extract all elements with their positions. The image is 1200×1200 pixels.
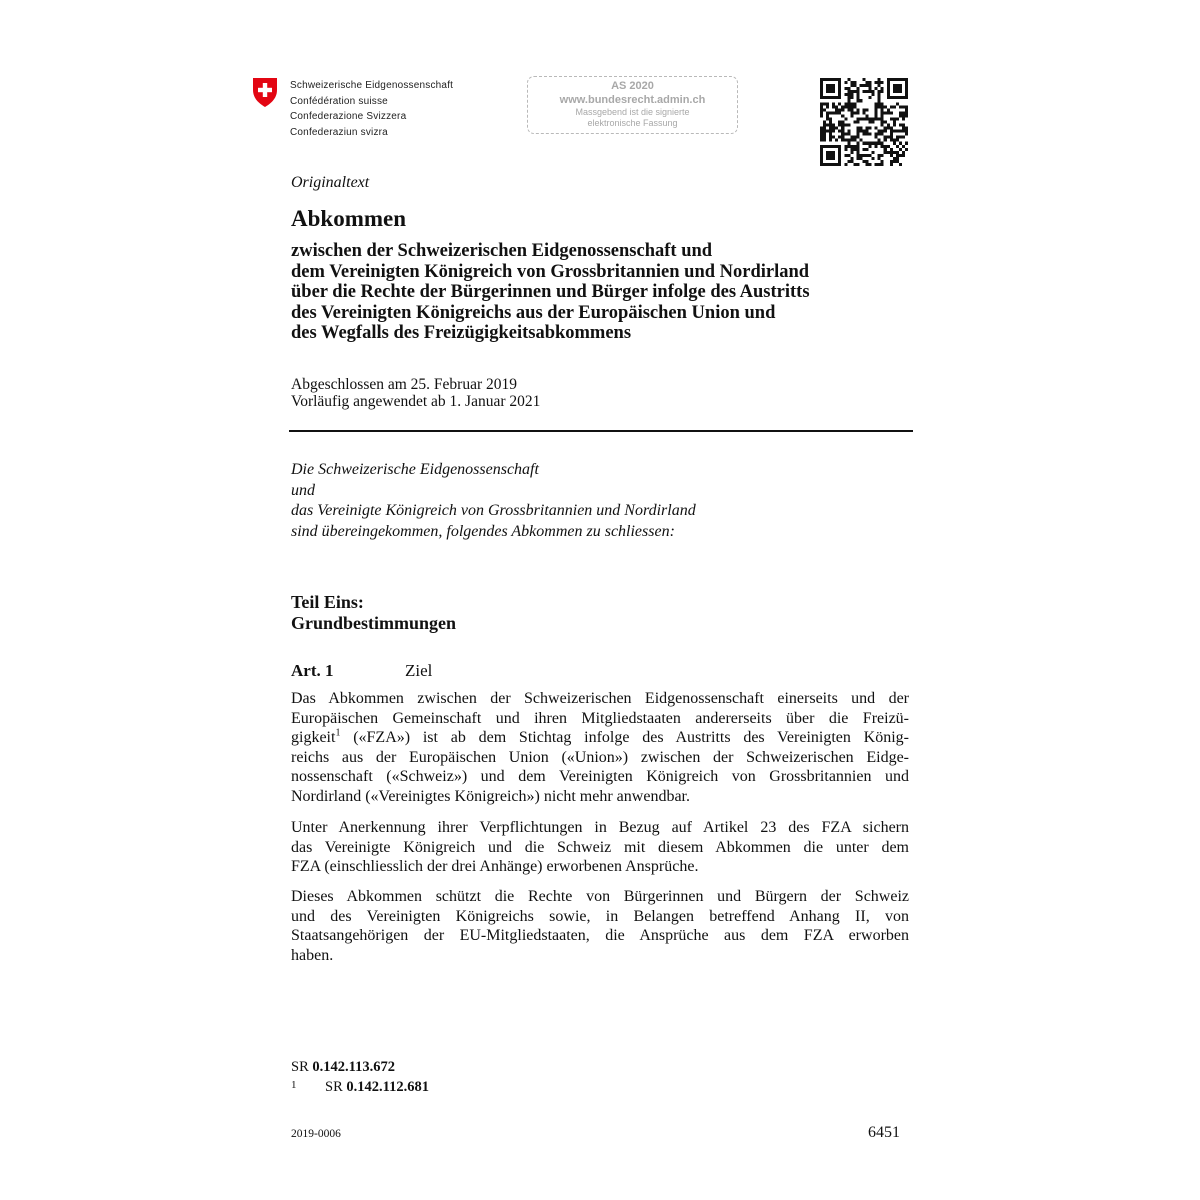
footnote-prefix: SR: [325, 1079, 347, 1095]
document-subtitle: [291, 241, 931, 344]
page-number: 6451: [868, 1124, 900, 1141]
preamble-line: und: [291, 481, 315, 499]
original-text-label: Originaltext: [291, 174, 370, 191]
federation-name-fr: Confédération suisse: [290, 95, 388, 107]
concluded-date: Abgeschlossen am 25. Februar 2019: [291, 376, 517, 393]
footnote-sr-number: 0.142.112.681: [346, 1079, 429, 1095]
official-publication-stamp: [527, 76, 738, 134]
preamble-line: Die Schweizerische Eidgenossenschaft: [291, 461, 539, 478]
sr-number: [291, 1059, 395, 1076]
federation-name-rm: Confederaziun svizra: [290, 126, 388, 138]
swiss-cross-shield-icon: [252, 77, 278, 108]
paragraph-text: gigkeit: [291, 729, 336, 746]
paragraph-line: FZA (einschliesslich der drei Anhänge) erworbenen Ansprüche.: [291, 858, 699, 875]
subtitle-line: dem Vereinigten Königreich von Grossbritannien und Nordirland: [291, 261, 810, 282]
paragraph-line: Unter Anerkennung ihrer Verpflichtungen in Bezug auf Artikel 23 des FZA sichern: [291, 819, 909, 836]
paragraph-line: Staatsangehörigen der EU-Mitgliedstaaten, die Ansprüche aus dem FZA erworben: [291, 927, 909, 944]
dates-block: [291, 377, 540, 410]
paragraph-line: haben.: [291, 946, 334, 964]
article-title: Ziel: [405, 661, 433, 680]
article-heading: [291, 661, 432, 681]
paragraph-line: Das Abkommen zwischen der Schweizerischen Eidgenossenschaft einerseits und der: [291, 690, 909, 707]
article-paragraph-3: [291, 887, 909, 965]
paragraph-line-with-footnote: [291, 728, 909, 748]
applied-date: Vorläufig angewendet ab 1. Januar 2021: [291, 392, 541, 410]
document-title: Abkommen: [291, 206, 407, 231]
qr-code-icon: [820, 78, 908, 166]
stamp-line-as: AS 2020: [611, 80, 654, 92]
paragraph-line: das Vereinigte Königreich und die Schweiz mit diesem Abkommen die unter dem: [291, 838, 909, 856]
stamp-line-url: www.bundesrecht.admin.ch: [559, 94, 706, 106]
paragraph-line: Nordirland («Vereinigtes Königreich») nicht mehr anwendbar.: [291, 787, 690, 805]
footnote-1: [291, 1079, 429, 1096]
paragraph-text: («FZA») ist ab dem Stichtag infolge des Austritts des Vereinigten König-: [340, 729, 909, 746]
paragraph-line: reichs aus der Europäischen Union («Union») zwischen der Schweizerischen Eidge-: [291, 748, 909, 766]
footnote-number: 1: [291, 1079, 297, 1091]
article-paragraph-1: [291, 689, 909, 806]
part-heading: [291, 592, 456, 634]
paragraph-line: nossenschaft («Schweiz») und dem Vereinigten Königreich von Grossbritannien und: [291, 768, 909, 785]
subtitle-line: zwischen der Schweizerischen Eidgenossenschaft und: [291, 241, 713, 261]
footnote-ref[interactable]: 1: [335, 727, 341, 739]
federation-name-de: Schweizerische Eidgenossenschaft: [290, 80, 454, 91]
article-number: Art. 1: [291, 661, 334, 680]
document-id: 2019-0006: [291, 1128, 341, 1140]
preamble-line: das Vereinigte Königreich von Grossbritannien und Nordirland: [291, 502, 696, 519]
stamp-line-note2: elektronische Fassung: [587, 118, 678, 128]
sr-number-value: 0.142.113.672: [312, 1059, 395, 1075]
sr-prefix: SR: [291, 1059, 313, 1075]
article-paragraph-2: [291, 818, 909, 877]
preamble-line: sind übereingekommen, folgendes Abkommen zu schliessen:: [291, 522, 675, 540]
title-divider: [289, 430, 913, 432]
paragraph-line: Europäischen Gemeinschaft und ihren Mitgliedstaaten andererseits über die Freizü-: [291, 709, 909, 727]
subtitle-line: über die Rechte der Bürgerinnen und Bürger infolge des Austritts: [291, 282, 810, 302]
part-title: Teil Eins:: [291, 592, 364, 612]
paragraph-line: und des Vereinigten Königreichs sowie, in Belangen betreffend Anhang II, von: [291, 907, 909, 925]
federation-name-it: Confederazione Svizzera: [290, 111, 407, 122]
federation-names: [290, 78, 453, 140]
paragraph-line: Dieses Abkommen schützt die Rechte von Bürgerinnen und Bürgern der Schweiz: [291, 888, 909, 905]
subtitle-line: des Wegfalls des Freizügigkeitsabkommens: [291, 323, 632, 343]
preamble: [291, 460, 696, 542]
stamp-line-note1: Massgebend ist die signierte: [575, 107, 690, 117]
subtitle-line: des Vereinigten Königreichs aus der Europäischen Union und: [291, 302, 776, 323]
part-subtitle: Grundbestimmungen: [291, 613, 457, 633]
